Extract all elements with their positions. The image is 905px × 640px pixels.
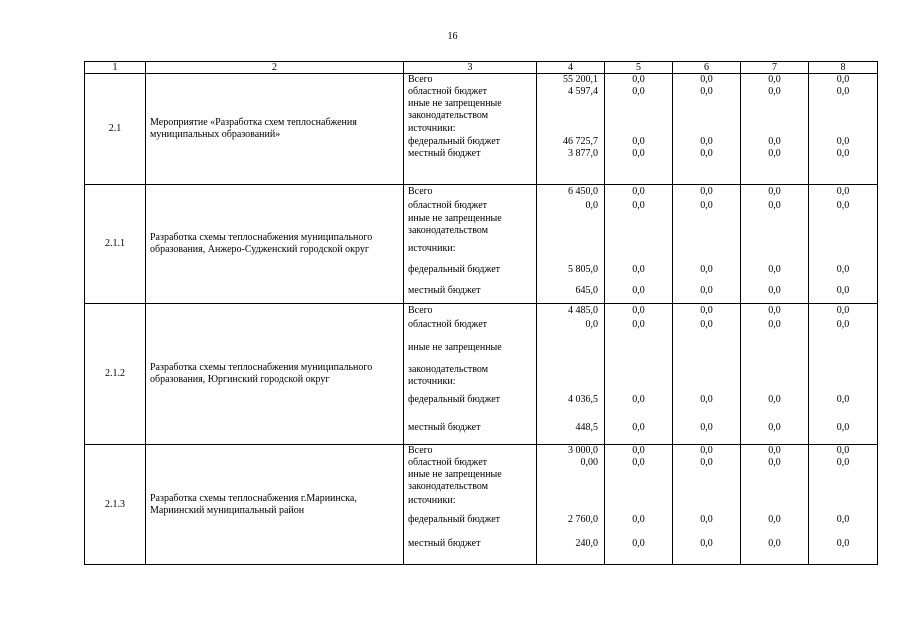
funding-sources <box>404 74 537 185</box>
activity-name: Мероприятие «Разработка схем теплоснабжения муниципальных образований» <box>146 74 404 185</box>
value-number: 0,0 <box>632 74 645 85</box>
header-row <box>85 62 878 74</box>
funding-source-label: местный бюджет <box>408 422 481 433</box>
value-cell <box>809 445 878 565</box>
value-number: 0,0 <box>632 86 645 97</box>
table-row <box>85 74 878 185</box>
funding-source-label: законодательством <box>408 364 489 375</box>
funding-source-label: иные не запрещенные <box>408 98 502 109</box>
activity-name: Разработка схемы теплоснабжения муниципального образования, Анжеро-Судженский городской округ <box>146 185 404 304</box>
value-number: 0,0 <box>700 285 713 296</box>
row-number: 2.1.3 <box>85 445 146 565</box>
value-number: 0,0 <box>836 394 850 405</box>
value-number: 2 760,0 <box>568 514 598 525</box>
header-cell: 8 <box>809 62 878 74</box>
value-number: 0,0 <box>768 285 781 296</box>
value-cell <box>673 185 741 304</box>
funding-source-label: Всего <box>408 305 433 316</box>
value-number: 0,0 <box>632 445 645 456</box>
value-number: 0,0 <box>700 136 713 147</box>
value-number: 0,0 <box>632 148 645 159</box>
header-cell: 7 <box>741 62 809 74</box>
activity-name: Разработка схемы теплоснабжения г.Мариинска, Мариинский муниципальный район <box>146 445 404 565</box>
value-number: 0,0 <box>836 200 850 211</box>
value-number: 0,0 <box>836 264 850 275</box>
value-cell <box>605 185 673 304</box>
value-number: 0,0 <box>700 186 713 197</box>
header-cell: 3 <box>404 62 537 74</box>
funding-source-label: законодательством <box>408 110 489 121</box>
funding-source-label: местный бюджет <box>408 285 481 296</box>
value-number: 0,0 <box>632 457 645 468</box>
value-number: 0,0 <box>700 445 713 456</box>
funding-source-label: иные не запрещенные <box>408 213 502 224</box>
value-number: 0,0 <box>768 305 781 316</box>
value-number: 0,0 <box>632 422 645 433</box>
value-cell <box>605 304 673 445</box>
value-number: 0,0 <box>836 319 850 330</box>
value-number: 0,0 <box>585 200 598 211</box>
funding-sources <box>404 445 537 565</box>
funding-source-label: законодательством <box>408 481 489 492</box>
value-number: 0,0 <box>836 148 850 159</box>
value-number: 0,0 <box>768 457 781 468</box>
header-cell: 5 <box>605 62 673 74</box>
funding-sources <box>404 304 537 445</box>
value-number: 0,0 <box>768 86 781 97</box>
value-number: 4 597,4 <box>568 86 598 97</box>
value-number: 46 725,7 <box>563 136 598 147</box>
value-number: 0,0 <box>836 422 850 433</box>
funding-sources <box>404 185 537 304</box>
value-number: 4 036,5 <box>568 394 598 405</box>
value-number: 0,0 <box>700 74 713 85</box>
value-number: 0,0 <box>768 538 781 549</box>
value-cell <box>741 445 809 565</box>
value-number: 0,0 <box>836 186 850 197</box>
funding-source-label: местный бюджет <box>408 148 481 159</box>
value-number: 0,0 <box>768 422 781 433</box>
value-number: 0,0 <box>768 200 781 211</box>
funding-source-label: иные не запрещенные <box>408 342 502 353</box>
value-number: 0,0 <box>836 285 850 296</box>
header-cell: 1 <box>85 62 146 74</box>
value-number: 0,0 <box>632 186 645 197</box>
value-cell <box>673 74 741 185</box>
funding-source-label: федеральный бюджет <box>408 264 501 275</box>
value-number: 0,0 <box>768 445 781 456</box>
value-number: 0,0 <box>632 319 645 330</box>
value-cell <box>537 74 605 185</box>
funding-source-label: законодательством <box>408 225 489 236</box>
value-number: 0,0 <box>700 264 713 275</box>
value-number: 0,0 <box>700 319 713 330</box>
value-number: 0,0 <box>768 74 781 85</box>
row-number: 2.1.1 <box>85 185 146 304</box>
funding-source-label: областной бюджет <box>408 86 488 97</box>
value-number: 0,0 <box>836 305 850 316</box>
value-number: 4 485,0 <box>568 305 598 316</box>
value-cell <box>741 304 809 445</box>
funding-source-label: федеральный бюджет <box>408 394 501 405</box>
value-cell <box>605 74 673 185</box>
value-number: 3 877,0 <box>568 148 598 159</box>
funding-source-label: источники: <box>408 376 456 387</box>
value-number: 0,0 <box>700 514 713 525</box>
funding-source-label: Всего <box>408 186 433 197</box>
value-number: 0,0 <box>700 538 713 549</box>
value-number: 0,0 <box>836 514 850 525</box>
value-number: 0,0 <box>768 264 781 275</box>
budget-table <box>84 61 878 565</box>
page-number: 16 <box>447 31 458 42</box>
value-cell <box>809 185 878 304</box>
value-number: 0,0 <box>632 285 645 296</box>
value-cell <box>809 304 878 445</box>
value-number: 0,0 <box>836 445 850 456</box>
funding-source-label: иные не запрещенные <box>408 469 502 480</box>
value-number: 0,0 <box>632 538 645 549</box>
value-number: 0,0 <box>632 264 645 275</box>
header-cell: 6 <box>673 62 741 74</box>
funding-source-label: федеральный бюджет <box>408 136 501 147</box>
funding-source-label: Всего <box>408 445 433 456</box>
value-number: 0,0 <box>632 305 645 316</box>
value-number: 0,0 <box>700 422 713 433</box>
value-number: 0,0 <box>700 200 713 211</box>
value-number: 0,0 <box>700 86 713 97</box>
value-number: 0,0 <box>836 538 850 549</box>
value-number: 448,5 <box>575 422 598 433</box>
value-cell <box>809 74 878 185</box>
value-number: 0,0 <box>768 136 781 147</box>
value-cell <box>741 185 809 304</box>
value-number: 0,0 <box>768 394 781 405</box>
value-number: 0,0 <box>700 394 713 405</box>
value-number: 0,0 <box>836 457 850 468</box>
activity-name: Разработка схемы теплоснабжения муниципального образования, Юргинский городской округ <box>146 304 404 445</box>
funding-source-label: источники: <box>408 495 456 506</box>
value-number: 0,0 <box>768 319 781 330</box>
value-number: 3 000,0 <box>568 445 598 456</box>
funding-source-label: областной бюджет <box>408 457 488 468</box>
value-cell <box>673 304 741 445</box>
value-number: 645,0 <box>575 285 598 296</box>
row-number: 2.1 <box>85 74 146 185</box>
value-number: 0,00 <box>580 457 598 468</box>
value-number: 0,0 <box>768 186 781 197</box>
funding-source-label: местный бюджет <box>408 538 481 549</box>
value-number: 0,0 <box>836 136 850 147</box>
header-cell: 4 <box>537 62 605 74</box>
value-cell <box>537 185 605 304</box>
value-number: 0,0 <box>700 457 713 468</box>
funding-source-label: источники: <box>408 123 456 134</box>
value-number: 0,0 <box>768 514 781 525</box>
value-number: 0,0 <box>700 148 713 159</box>
value-cell <box>605 445 673 565</box>
value-cell <box>537 304 605 445</box>
funding-source-label: Всего <box>408 74 433 85</box>
value-number: 0,0 <box>632 514 645 525</box>
value-number: 0,0 <box>632 136 645 147</box>
value-number: 0,0 <box>585 319 598 330</box>
value-number: 240,0 <box>575 538 598 549</box>
funding-source-label: федеральный бюджет <box>408 514 501 525</box>
value-number: 0,0 <box>700 305 713 316</box>
table-row <box>85 185 878 304</box>
value-number: 55 200,1 <box>563 74 598 85</box>
table-row <box>85 445 878 565</box>
value-number: 6 450,0 <box>568 186 598 197</box>
value-cell <box>741 74 809 185</box>
funding-source-label: источники: <box>408 243 456 254</box>
value-number: 0,0 <box>632 200 645 211</box>
row-number: 2.1.2 <box>85 304 146 445</box>
header-cell: 2 <box>146 62 404 74</box>
funding-source-label: областной бюджет <box>408 319 488 330</box>
value-number: 5 805,0 <box>568 264 598 275</box>
value-number: 0,0 <box>836 74 850 85</box>
value-cell <box>673 445 741 565</box>
value-number: 0,0 <box>632 394 645 405</box>
table-row <box>85 304 878 445</box>
value-cell <box>537 445 605 565</box>
value-number: 0,0 <box>768 148 781 159</box>
value-number: 0,0 <box>836 86 850 97</box>
funding-source-label: областной бюджет <box>408 200 488 211</box>
